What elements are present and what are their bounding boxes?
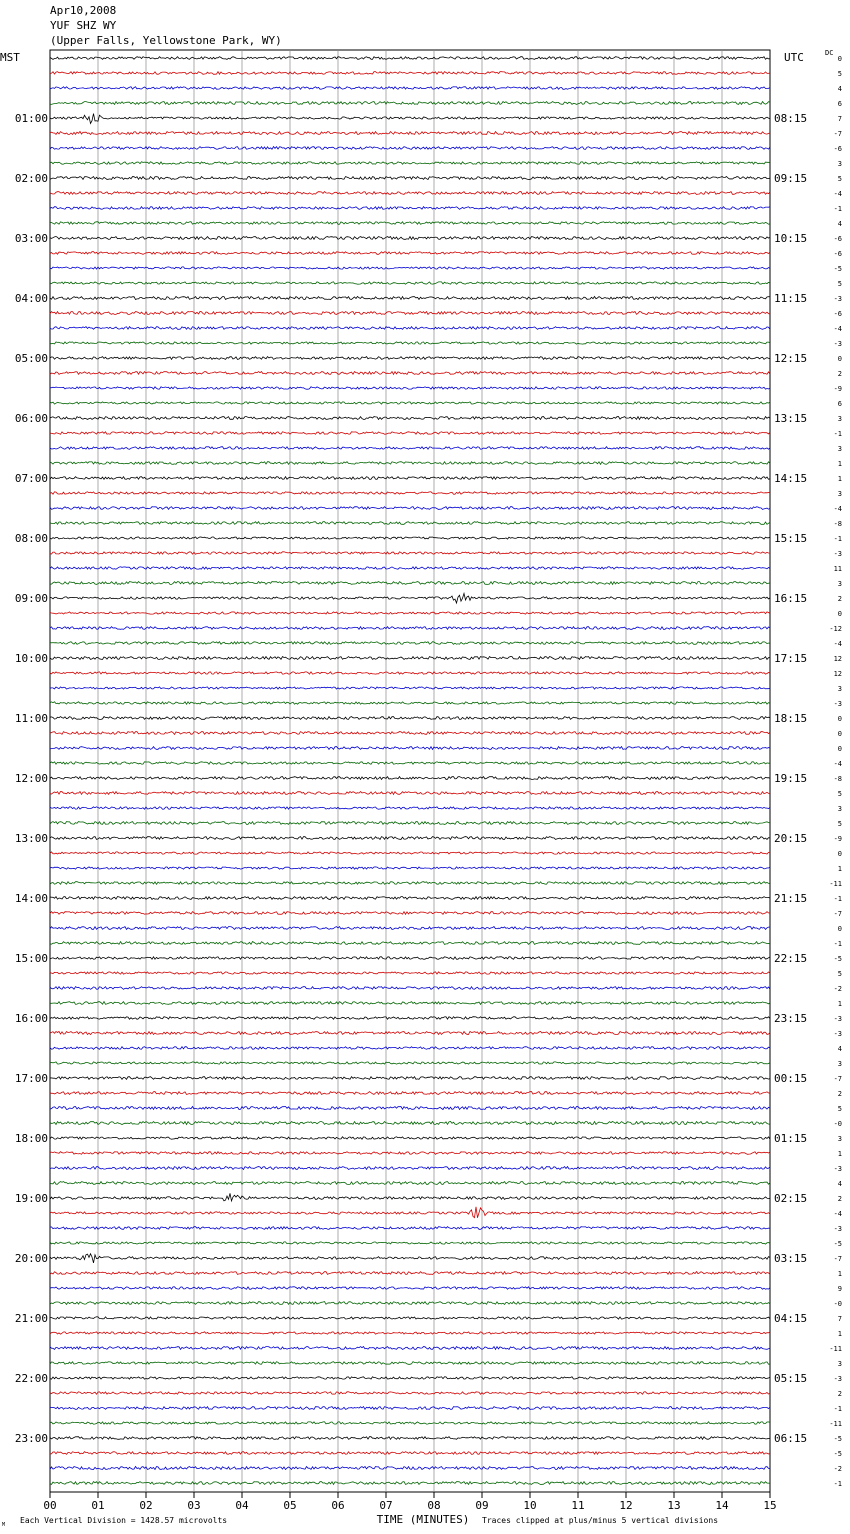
seismic-trace (50, 417, 770, 420)
dc-offset-label: 0 (837, 610, 842, 618)
seismic-trace (50, 72, 770, 75)
dc-offset-label: -3 (833, 1165, 842, 1173)
dc-offset-label: 12 (833, 670, 842, 678)
seismic-trace (50, 1002, 770, 1005)
dc-offset-label: 5 (837, 1105, 842, 1113)
seismic-trace (50, 582, 770, 585)
seismic-trace (50, 1332, 770, 1334)
dc-offset-label: -5 (833, 265, 842, 273)
seismic-trace (50, 552, 770, 554)
utc-hour-label: 19:15 (774, 772, 808, 785)
dc-offset-label: -1 (833, 535, 842, 543)
dc-offset-label: 2 (837, 370, 842, 378)
dc-offset-label: 4 (837, 1045, 842, 1053)
x-tick-label: 09 (475, 1499, 489, 1512)
dc-offset-label: -5 (833, 1435, 842, 1443)
seismic-trace (50, 882, 770, 885)
seismic-trace (50, 687, 770, 689)
mst-axis-label: MST (0, 51, 20, 64)
seismic-trace (50, 312, 770, 315)
utc-hour-label: 05:15 (774, 1372, 808, 1385)
dc-offset-label: 1 (837, 1330, 842, 1338)
seismic-trace (50, 702, 770, 704)
seismic-trace (50, 237, 770, 240)
seismic-trace (50, 1254, 770, 1263)
dc-offset-label: -11 (829, 1345, 842, 1353)
utc-hour-label: 21:15 (774, 892, 808, 905)
plot-date: Apr10,2008 (50, 4, 117, 17)
seismic-trace (50, 897, 770, 900)
seismic-trace (50, 657, 770, 660)
seismic-trace (50, 87, 770, 90)
mst-hour-label: 16:00 (14, 1012, 48, 1025)
utc-hour-label: 04:15 (774, 1312, 808, 1325)
dc-offset-label: -7 (833, 130, 842, 138)
seismic-trace (50, 297, 770, 300)
seismic-trace (50, 1137, 770, 1139)
seismic-trace (50, 777, 770, 780)
x-tick-label: 10 (523, 1499, 537, 1512)
seismic-trace (50, 1317, 770, 1319)
dc-offset-label: 4 (837, 85, 842, 93)
seismic-trace (50, 807, 770, 809)
seismic-trace (50, 717, 770, 720)
dc-offset-label: 5 (837, 790, 842, 798)
seismic-trace (50, 1392, 770, 1394)
seismic-trace (50, 612, 770, 614)
mst-hour-label: 02:00 (14, 172, 48, 185)
mst-hour-label: 06:00 (14, 412, 48, 425)
dc-offset-label: 4 (837, 1180, 842, 1188)
seismic-trace (50, 267, 770, 269)
seismic-trace (50, 593, 770, 603)
x-tick-label: 01 (91, 1499, 105, 1512)
seismic-trace (50, 432, 770, 434)
dc-offset-label: 11 (833, 565, 842, 573)
seismic-trace (50, 132, 770, 135)
dc-offset-label: -0 (833, 1120, 842, 1128)
dc-offset-label: 5 (837, 70, 842, 78)
dc-offset-label: -1 (833, 430, 842, 438)
dc-offset-label: 7 (837, 115, 842, 123)
seismic-trace (50, 792, 770, 795)
x-tick-label: 08 (427, 1499, 441, 1512)
seismic-trace (50, 222, 770, 225)
seismic-trace (50, 357, 770, 360)
plot-frame (50, 50, 770, 1492)
mst-hour-label: 20:00 (14, 1252, 48, 1265)
seismic-trace (50, 1287, 770, 1289)
utc-hour-label: 23:15 (774, 1012, 808, 1025)
dc-offset-label: 1 (837, 1150, 842, 1158)
clip-note: Traces clipped at plus/minus 5 vertical divisions (482, 1516, 719, 1525)
mst-hour-label: 17:00 (14, 1072, 48, 1085)
seismic-trace (50, 342, 770, 344)
utc-axis-label: UTC (784, 51, 804, 64)
seismic-trace (50, 102, 770, 105)
dc-offset-label: 5 (837, 970, 842, 978)
seismic-trace (50, 207, 770, 210)
dc-offset-label: -1 (833, 1405, 842, 1413)
seismic-trace (50, 387, 770, 389)
dc-offset-label: -6 (833, 235, 842, 243)
dc-offset-label: 0 (837, 745, 842, 753)
dc-offset-label: -8 (833, 520, 842, 528)
seismic-trace (50, 252, 770, 255)
dc-offset-label: 3 (837, 685, 842, 693)
x-tick-label: 00 (43, 1499, 57, 1512)
seismic-trace (50, 1437, 770, 1440)
scale-note: Each Vertical Division = 1428.57 microvolts (20, 1516, 228, 1525)
seismic-trace (50, 837, 770, 840)
dc-offset-label: -7 (833, 910, 842, 918)
station-location: (Upper Falls, Yellowstone Park, WY) (50, 34, 282, 47)
mst-hour-label: 05:00 (14, 352, 48, 365)
dc-offset-label: 1 (837, 460, 842, 468)
mst-hour-label: 11:00 (14, 712, 48, 725)
dc-offset-label: 6 (837, 100, 842, 108)
seismic-trace (50, 57, 770, 60)
utc-hour-label: 16:15 (774, 592, 808, 605)
mst-hour-label: 18:00 (14, 1132, 48, 1145)
seismic-trace (50, 507, 770, 510)
dc-offset-label: -5 (833, 1240, 842, 1248)
seismic-trace (50, 822, 770, 825)
utc-hour-label: 11:15 (774, 292, 808, 305)
utc-hour-label: 22:15 (774, 952, 808, 965)
utc-hour-label: 08:15 (774, 112, 808, 125)
mst-hour-label: 21:00 (14, 1312, 48, 1325)
x-tick-label: 11 (571, 1499, 585, 1512)
seismic-trace (50, 972, 770, 974)
seismic-trace (50, 1347, 770, 1350)
mst-hour-label: 04:00 (14, 292, 48, 305)
dc-offset-label: 3 (837, 445, 842, 453)
dc-offset-label: 3 (837, 415, 842, 423)
dc-offset-label: 3 (837, 490, 842, 498)
seismic-trace (50, 1077, 770, 1080)
dc-offset-label: -12 (829, 625, 842, 633)
dc-offset-label: -3 (833, 1225, 842, 1233)
seismic-trace (50, 162, 770, 165)
utc-hour-label: 15:15 (774, 532, 808, 545)
seismic-trace (50, 1362, 770, 1365)
dc-offset-label: 3 (837, 1060, 842, 1068)
seismic-trace (50, 282, 770, 284)
dc-offset-label: 5 (837, 175, 842, 183)
seismic-trace (50, 192, 770, 195)
dc-offset-label: 0 (837, 355, 842, 363)
seismic-trace (50, 1377, 770, 1379)
dc-offset-label: -7 (833, 1075, 842, 1083)
dc-offset-label: 2 (837, 1390, 842, 1398)
dc-offset-label: 3 (837, 1135, 842, 1143)
mst-hour-label: 14:00 (14, 892, 48, 905)
dc-offset-label: -3 (833, 1030, 842, 1038)
dc-offset-label: -5 (833, 955, 842, 963)
seismic-trace (50, 1452, 770, 1455)
dc-offset-label: -5 (833, 1450, 842, 1458)
seismic-trace (50, 1122, 770, 1125)
dc-offset-label: 0 (837, 55, 842, 63)
seismic-trace (50, 1302, 770, 1305)
x-tick-label: 07 (379, 1499, 393, 1512)
dc-offset-label: 1 (837, 1270, 842, 1278)
dc-offset-label: -8 (833, 775, 842, 783)
dc-offset-label: -4 (833, 1210, 842, 1218)
dc-offset-label: -9 (833, 385, 842, 393)
dc-offset-label: -11 (829, 880, 842, 888)
seismic-trace (50, 327, 770, 330)
dc-offset-label: 4 (837, 220, 842, 228)
dc-offset-label: 5 (837, 820, 842, 828)
utc-hour-label: 13:15 (774, 412, 808, 425)
dc-offset-label: 2 (837, 1090, 842, 1098)
dc-offset-label: -11 (829, 1420, 842, 1428)
seismic-trace (50, 1467, 770, 1470)
dc-offset-label: 3 (837, 805, 842, 813)
seismic-trace (50, 747, 770, 750)
seismic-trace (50, 732, 770, 735)
utc-hour-label: 14:15 (774, 472, 808, 485)
mst-hour-label: 10:00 (14, 652, 48, 665)
x-tick-label: 12 (619, 1499, 633, 1512)
seismic-trace (50, 1062, 770, 1064)
utc-hour-label: 01:15 (774, 1132, 808, 1145)
seismic-trace (50, 867, 770, 869)
dc-offset-label: 3 (837, 160, 842, 168)
seismic-trace (50, 114, 770, 124)
mst-hour-label: 07:00 (14, 472, 48, 485)
dc-offset-label: 2 (837, 595, 842, 603)
utc-hour-label: 12:15 (774, 352, 808, 365)
utc-hour-label: 09:15 (774, 172, 808, 185)
seismic-trace (50, 1272, 770, 1275)
x-tick-label: 02 (139, 1499, 153, 1512)
seismic-trace (50, 402, 770, 404)
seismic-trace (50, 987, 770, 990)
dc-offset-label: -3 (833, 1015, 842, 1023)
x-tick-label: 13 (667, 1499, 681, 1512)
x-tick-label: 14 (715, 1499, 729, 1512)
dc-offset-label: -3 (833, 700, 842, 708)
dc-offset-label: -0 (833, 1300, 842, 1308)
seismic-trace (50, 1032, 770, 1035)
dc-offset-label: -1 (833, 940, 842, 948)
seismic-trace (50, 447, 770, 450)
seismic-trace (50, 462, 770, 465)
seismic-trace (50, 1482, 770, 1485)
mst-hour-label: 19:00 (14, 1192, 48, 1205)
dc-offset-label: -3 (833, 340, 842, 348)
dc-offset-label: 3 (837, 580, 842, 588)
dc-offset-label: 6 (837, 400, 842, 408)
seismic-trace (50, 957, 770, 959)
seismic-trace (50, 672, 770, 674)
utc-hour-label: 18:15 (774, 712, 808, 725)
dc-offset-label: 0 (837, 715, 842, 723)
seismic-trace (50, 1152, 770, 1155)
utc-hour-label: 00:15 (774, 1072, 808, 1085)
seismic-trace (50, 852, 770, 854)
mst-hour-label: 08:00 (14, 532, 48, 545)
x-tick-label: 15 (763, 1499, 777, 1512)
seismic-trace (50, 372, 770, 375)
seismic-trace (50, 537, 770, 539)
seismic-trace (50, 1227, 770, 1230)
seismic-trace (50, 492, 770, 494)
utc-hour-label: 17:15 (774, 652, 808, 665)
dc-offset-label: -4 (833, 190, 842, 198)
dc-offset-label: -6 (833, 145, 842, 153)
seismic-trace (50, 1193, 770, 1201)
mst-hour-label: 23:00 (14, 1432, 48, 1445)
station-name: YUF SHZ WY (50, 19, 117, 32)
utc-hour-label: 20:15 (774, 832, 808, 845)
dc-offset-label: -2 (833, 1465, 842, 1473)
seismic-trace (50, 1107, 770, 1110)
dc-offset-label: -1 (833, 1480, 842, 1488)
seismic-trace (50, 942, 770, 945)
dc-offset-label: -3 (833, 1375, 842, 1383)
seismic-trace (50, 1242, 770, 1244)
seismic-trace (50, 147, 770, 150)
dc-offset-label: 1 (837, 1000, 842, 1008)
seismic-trace (50, 627, 770, 630)
seismic-trace (50, 1182, 770, 1185)
dc-offset-label: 0 (837, 925, 842, 933)
dc-offset-label: -6 (833, 310, 842, 318)
seismic-trace (50, 1017, 770, 1020)
seismic-trace (50, 1422, 770, 1424)
dc-offset-label: -4 (833, 760, 842, 768)
dc-offset-label: -3 (833, 550, 842, 558)
dc-offset-label: -4 (833, 325, 842, 333)
x-axis-title: TIME (MINUTES) (376, 1513, 470, 1526)
dc-offset-label: -9 (833, 835, 842, 843)
mst-hour-label: 03:00 (14, 232, 48, 245)
x-tick-label: 04 (235, 1499, 249, 1512)
seismic-trace (50, 1047, 770, 1050)
dc-axis-label: DC (825, 49, 834, 57)
mst-hour-label: 12:00 (14, 772, 48, 785)
corner-mark: M (2, 1522, 6, 1528)
dc-offset-label: 7 (837, 1315, 842, 1323)
seismic-trace (50, 477, 770, 480)
utc-hour-label: 02:15 (774, 1192, 808, 1205)
mst-hour-label: 13:00 (14, 832, 48, 845)
dc-offset-label: 1 (837, 865, 842, 873)
dc-offset-label: -4 (833, 640, 842, 648)
utc-hour-label: 03:15 (774, 1252, 808, 1265)
x-tick-label: 05 (283, 1499, 297, 1512)
seismic-trace (50, 1092, 770, 1095)
dc-offset-label: -7 (833, 1255, 842, 1263)
dc-offset-label: -1 (833, 205, 842, 213)
seismic-trace (50, 177, 770, 180)
mst-hour-label: 22:00 (14, 1372, 48, 1385)
dc-offset-label: 2 (837, 1195, 842, 1203)
seismic-trace (50, 642, 770, 645)
dc-offset-label: 12 (833, 655, 842, 663)
seismic-trace (50, 1207, 770, 1218)
dc-offset-label: 0 (837, 850, 842, 858)
seismic-trace (50, 522, 770, 525)
x-tick-label: 03 (187, 1499, 201, 1512)
dc-offset-label: -6 (833, 250, 842, 258)
utc-hour-label: 10:15 (774, 232, 808, 245)
mst-hour-label: 15:00 (14, 952, 48, 965)
seismic-trace (50, 567, 770, 569)
dc-offset-label: -4 (833, 505, 842, 513)
seismic-trace (50, 762, 770, 764)
mst-hour-label: 01:00 (14, 112, 48, 125)
mst-hour-label: 09:00 (14, 592, 48, 605)
dc-offset-label: 1 (837, 475, 842, 483)
dc-offset-label: 0 (837, 730, 842, 738)
seismic-trace (50, 927, 770, 930)
dc-offset-label: -1 (833, 895, 842, 903)
dc-offset-label: 9 (837, 1285, 842, 1293)
dc-offset-label: 5 (837, 280, 842, 288)
seismic-trace (50, 1407, 770, 1410)
x-tick-label: 06 (331, 1499, 345, 1512)
dc-offset-label: -3 (833, 295, 842, 303)
dc-offset-label: -2 (833, 985, 842, 993)
dc-offset-label: 3 (837, 1360, 842, 1368)
seismic-trace (50, 1167, 770, 1170)
seismic-trace (50, 912, 770, 915)
utc-hour-label: 06:15 (774, 1432, 808, 1445)
